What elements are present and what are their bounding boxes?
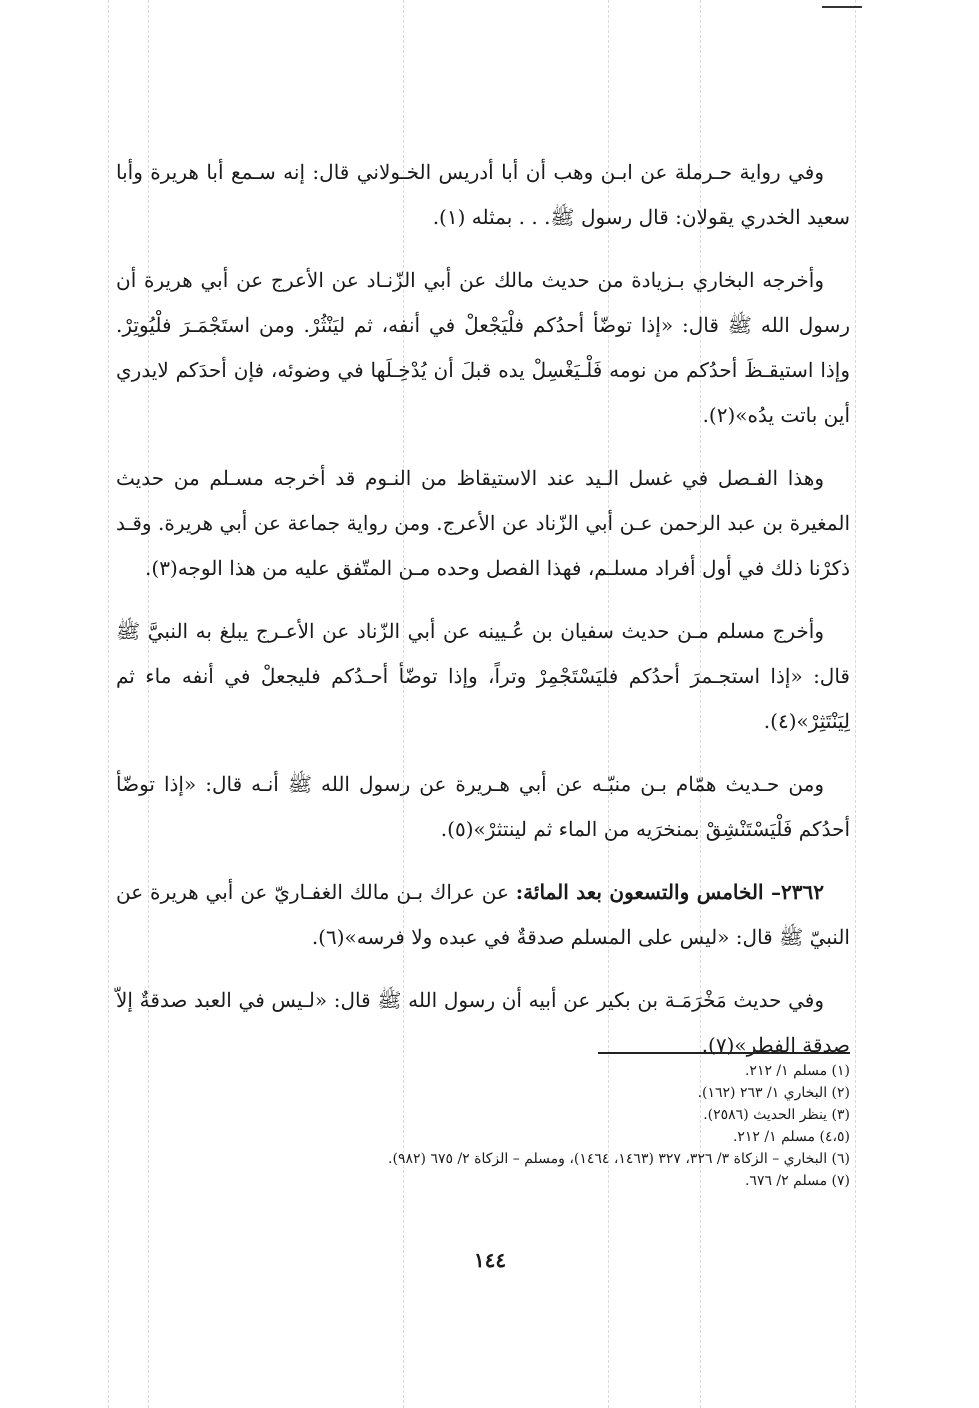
paragraph: وفي حديث مَخْرَمَـة بن بكير عن أبيه أن رسول الله ﷺ قال: «لـيس في العبد صدقةٌ إلاّ صدقة الفطر»(٧). bbox=[116, 988, 850, 1057]
paragraph: وأخرج مسلم مـن حديث سفيان بن عُـيينه عن أبي الزّناد عن الأعـرج يبلغ به النبيَّ ﷺ قال: «إذا استجـمرَ أحدُكم فليَسْتَجْمِرْ وتراً، وإذا توضّأ أحـدُكم فليجعلْ في أنفه ماء ثم لِيَنْتَثِرْ»(٤). bbox=[116, 619, 850, 733]
footnote: (٧) مسلم ٢/ ٦٧٦. bbox=[744, 1173, 850, 1189]
footnote: (٤،٥) مسلم ١/ ٢١٢. bbox=[732, 1129, 850, 1145]
footnote-separator bbox=[598, 1052, 850, 1054]
paragraph: وأخرجه البخاري بـزيادة من حديث مالك عن أبي الزّنـاد عن الأعرج عن أبي هريرة أن رسول الله ﷺ قال: «إذا توضّأ أحدُكم فلْيَجْعلْ في أنفه، ثم ليَنْثُرْ. ومن استَجْمَـرَ فلْيُوتِرْ. وإذا استيقـظَ أحدُكم من نومه فَلْـيَغْسِلْ يده قبلَ أن يُدْخِـلَها في وضوئه، فإن أحدَكم لايدري أين باتت يدُه»(٢). bbox=[116, 268, 850, 427]
hadith-paragraph bbox=[116, 870, 850, 960]
scan-guide-line bbox=[855, 0, 856, 1408]
hadith-number-heading: ٢٣٦٢– الخامس والتسعون بعد المائة: bbox=[515, 880, 825, 904]
paragraph: وفي رواية حـرملة عن ابـن وهب أن أبا أدريس الخـولاني قال: إنه سـمع أبا هريرة وأبا سعيد الخدري يقولان: قال رسول ﷺ. . . بمثله (١). bbox=[116, 160, 850, 229]
paragraph: ومن حـديث همّام بـن منبّـه عن أبي هـريرة عن رسول الله ﷺ أنـه قال: «إذا توضّأ أحدُكم فَلْيَسْتَنْشِقْ بمنخرَيه من الماء ثم لينتثرْ»(٥). bbox=[116, 772, 850, 841]
footnote: (٢) البخاري ١/ ٢٦٣ (١٦٢). bbox=[697, 1085, 850, 1101]
footnote: (١) مسلم ١/ ٢١٢. bbox=[744, 1063, 850, 1079]
top-edge-mark bbox=[822, 6, 862, 8]
scan-guide-line bbox=[108, 0, 109, 1408]
page-number: ١٤٤ bbox=[473, 1248, 507, 1272]
footnote: (٣) ينظر الحديث (٢٥٨٦). bbox=[703, 1107, 850, 1123]
footnote: (٦) البخاري – الزكاة ٣/ ٣٢٦، ٣٢٧ (١٤٦٣، ١٤٦٤)، ومسلم – الزكاة ٢/ ٦٧٥ (٩٨٢). bbox=[388, 1151, 850, 1167]
hadith-text: عن عراك بـن مالك الغفـاريّ عن أبي هريرة عن النبيّ ﷺ قال: «ليس على المسلم صدقةٌ في عبده ولا فرسه»(٦). bbox=[116, 880, 850, 949]
paragraph: وهذا الفـصل في غسل الـيد عند الاستيقاظ من النـوم قد أخرجه مسـلم من حديث المغيرة بن عبد الرحمن عـن أبي الزّناد عن الأعرج. ومن رواية جماعة عن أبي هريرة. وقـد ذكرْنا ذلك في أول أفراد مسلـم، فهذا الفصل وحده مـن المتّفق عليه من هذا الوجه(٣). bbox=[116, 466, 850, 580]
page-body bbox=[116, 150, 850, 1086]
footnotes bbox=[116, 1060, 850, 1192]
